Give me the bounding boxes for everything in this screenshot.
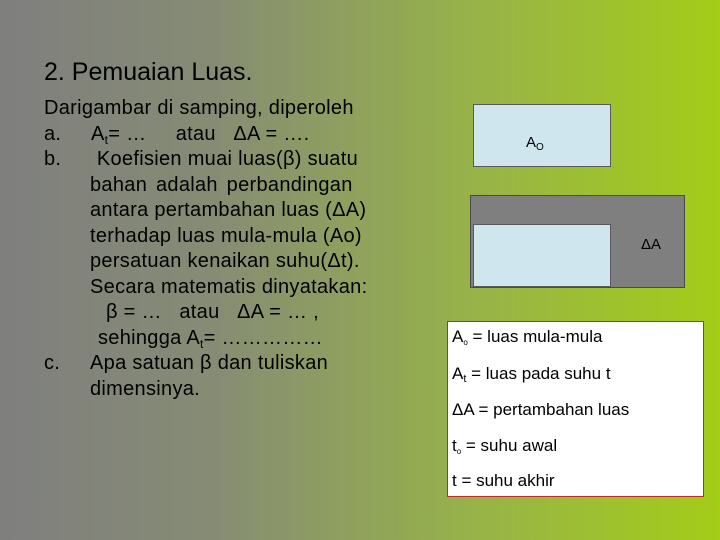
- item-b-label: b.: [44, 148, 62, 170]
- item-b-text-1: Koefisien muai luas(β) suatu: [91, 148, 358, 170]
- area-increase-label: ΔA: [641, 236, 662, 253]
- item-b-line-7: [44, 300, 434, 326]
- item-c-text-1: Apa satuan β dan tuliskan: [90, 352, 329, 374]
- legend-box: [447, 321, 704, 497]
- item-a-text: $A_t=$ … atau ΔA = ….: [91, 122, 310, 147]
- item-b-text-3: antara pertambahan luas (ΔA): [90, 199, 367, 221]
- item-a: [44, 122, 434, 148]
- item-b-text-4: terhadap luas mula-mula (Ao): [90, 224, 362, 247]
- item-b-text-2: bahan adalah perbandingan: [90, 173, 353, 196]
- item-b-text-7: β = … atau ΔA = … ,: [106, 301, 319, 323]
- item-b-line-3: [44, 198, 434, 224]
- item-c-line-1: [44, 351, 434, 377]
- item-b-line-6: [44, 275, 434, 301]
- item-b-line-8: [44, 326, 434, 352]
- item-b-line-2: [44, 173, 434, 199]
- original-area-inner-box: [473, 224, 611, 287]
- item-b-line-4: [44, 224, 434, 250]
- item-c-label: c.: [44, 352, 61, 374]
- legend-t: t = suhu akhir: [452, 471, 555, 490]
- intro-line: [44, 96, 434, 122]
- item-b-text-8: sehingga $A_t=$ ……………: [98, 326, 323, 351]
- slide-title: 2. Pemuaian Luas.: [44, 58, 253, 86]
- body-text: [44, 96, 434, 402]
- item-b-text-5: persatuan kenaikan suhu(Δt).: [90, 250, 360, 272]
- legend-delta-a: ΔA = pertambahan luas: [452, 400, 630, 419]
- item-b-line-1: [44, 147, 434, 173]
- item-c-text-2: dimensinya.: [90, 377, 201, 400]
- legend-ao: $A_o$ = luas mula-mula: [452, 327, 603, 347]
- item-b-text-6: Secara matematis dinyatakan:: [90, 275, 368, 298]
- legend-to: $t_o$ = suhu awal: [452, 436, 558, 456]
- item-b-line-5: [44, 249, 434, 275]
- item-a-label: a.: [44, 122, 62, 145]
- item-c-line-2: [44, 377, 434, 403]
- intro-text: Darigambar di samping, diperoleh: [44, 97, 354, 119]
- initial-area-label: $A_O$: [526, 134, 544, 153]
- legend-at: $A_t$ = luas pada suhu t: [452, 364, 611, 385]
